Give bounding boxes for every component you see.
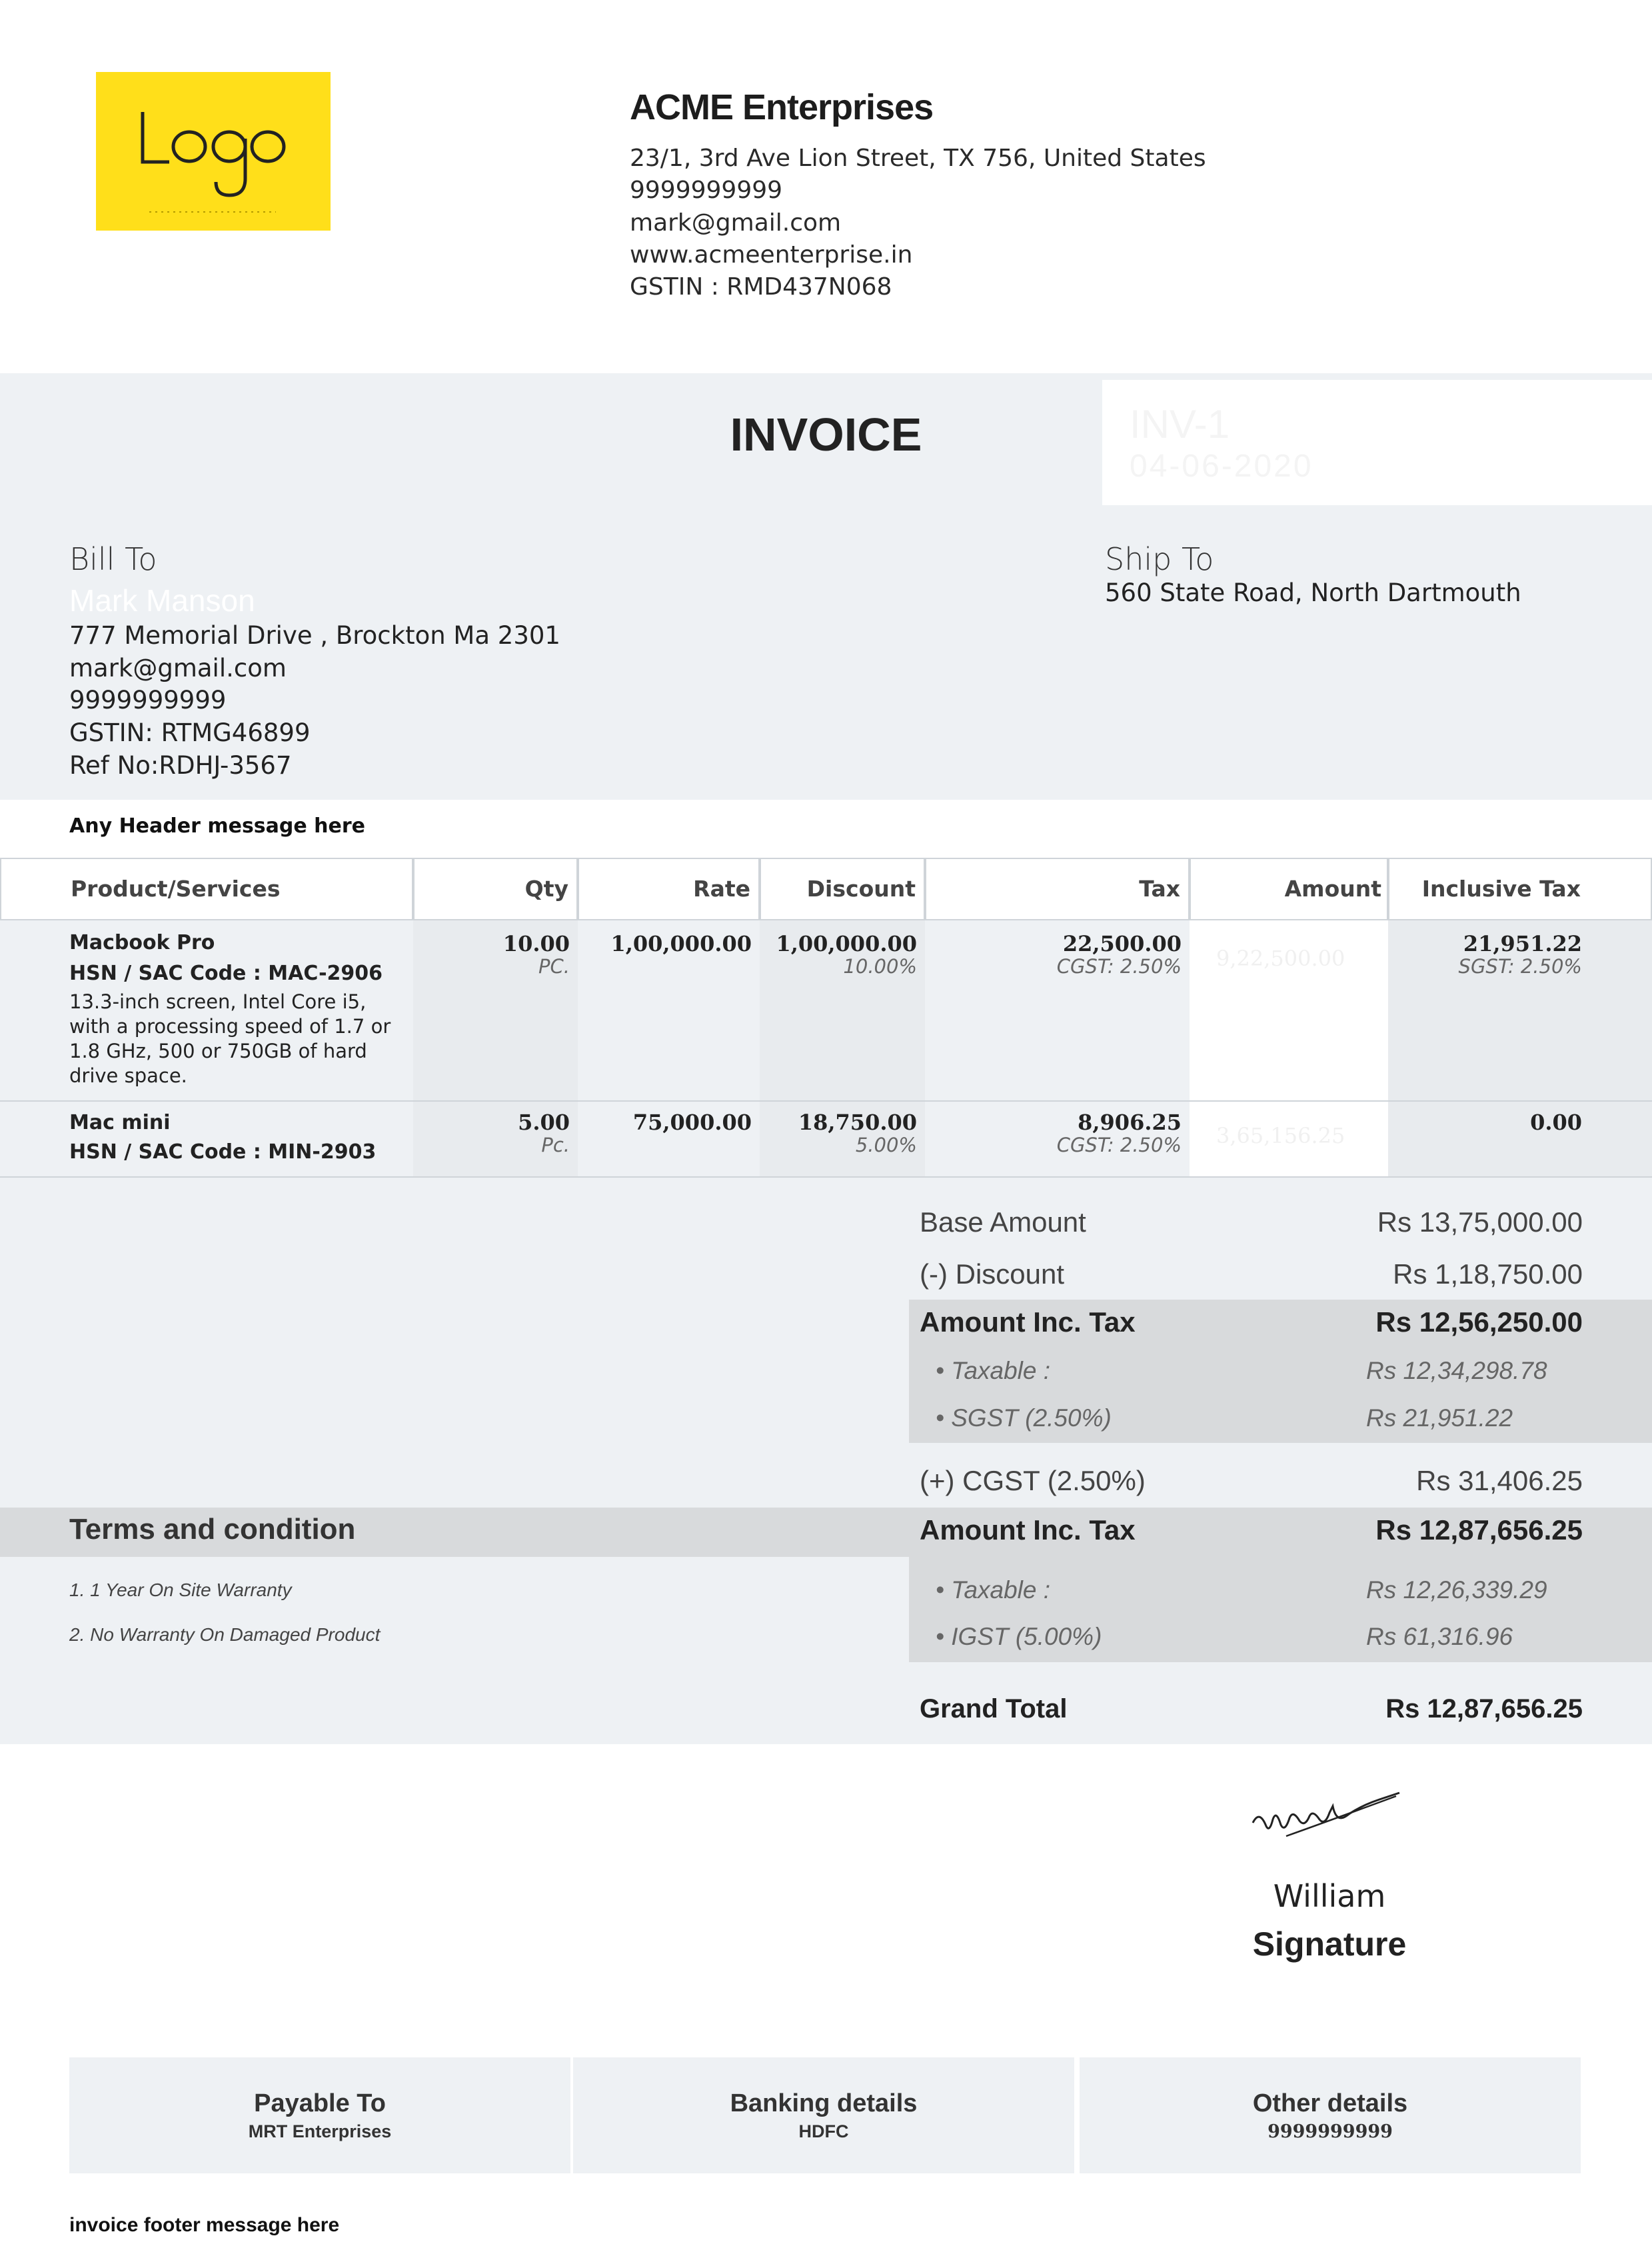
discount-percent: 5.00% <box>855 1134 917 1156</box>
company-gstin: GSTIN : RMD437N068 <box>630 273 892 301</box>
signature-icon <box>1246 1786 1406 1853</box>
signer-name: William <box>1273 1878 1386 1914</box>
base-amount-label: Base Amount <box>920 1206 1086 1238</box>
row-divider <box>0 1100 1652 1102</box>
taxable-label: • Taxable : <box>936 1576 1051 1604</box>
tax-value: 22,500.00 <box>1062 931 1182 956</box>
cgst-label: (+) CGST (2.50%) <box>920 1465 1146 1496</box>
bill-to-name: Mark Manson <box>69 583 255 618</box>
inclusive-tax-value: 0.00 <box>1530 1110 1582 1135</box>
qty-value: 10.00 <box>502 931 570 956</box>
discount-percent: 10.00% <box>843 955 917 978</box>
terms-item: 2. No Warranty On Damaged Product <box>69 1624 381 1645</box>
bill-to-address: 777 Memorial Drive , Brockton Ma 2301 <box>69 621 560 650</box>
col-header-tax: Tax <box>925 858 1190 920</box>
col-header-amount: Amount <box>1190 858 1388 920</box>
footer-message: invoice footer message here <box>69 2214 340 2236</box>
product-description: 13.3-inch screen, Intel Core i5, with a processing speed of 1.7 or 1.8 GHz, 500 or 750GB of hard drive space. <box>69 990 391 1087</box>
ship-to-title: Ship To <box>1105 541 1214 577</box>
bill-to-gstin: GSTIN: RTMG46899 <box>69 718 311 747</box>
company-name: ACME Enterprises <box>630 87 934 127</box>
bill-to-phone: 9999999999 <box>69 686 227 714</box>
company-logo <box>96 72 331 231</box>
qty-value: 5.00 <box>518 1110 570 1135</box>
col-header-inclusive-tax: Inclusive Tax <box>1388 858 1652 920</box>
banking-details-box <box>573 2057 1074 2173</box>
col-header-discount: Discount <box>760 858 925 920</box>
payable-to-title: Payable To <box>254 2089 386 2117</box>
inclusive-tax-value: 21,951.22 <box>1463 931 1582 956</box>
sgst-value: Rs 21,951.22 <box>1366 1404 1513 1432</box>
other-details-title: Other details <box>1252 2089 1408 2117</box>
company-phone: 9999999999 <box>630 177 783 204</box>
cgst-value: Rs 31,406.25 <box>1416 1465 1583 1496</box>
amount-inc-tax-value: Rs 12,56,250.00 <box>1375 1306 1583 1338</box>
igst-value: Rs 61,316.96 <box>1366 1623 1513 1650</box>
bill-to-email: mark@gmail.com <box>69 654 287 682</box>
invoice-title: INVOICE <box>730 409 922 461</box>
logo-mark-icon <box>96 72 331 231</box>
terms-title: Terms and condition <box>69 1513 356 1546</box>
payable-to-value: MRT Enterprises <box>248 2121 392 2141</box>
discount-value: Rs 1,18,750.00 <box>1393 1258 1583 1290</box>
invoice-number: INV-1 <box>1130 402 1230 447</box>
header-message: Any Header message here <box>69 814 366 838</box>
product-hsn: HSN / SAC Code : MAC-2906 <box>69 962 383 985</box>
sgst-label: • SGST (2.50%) <box>936 1404 1112 1432</box>
rate-value: 75,000.00 <box>632 1110 752 1135</box>
grand-total-value: Rs 12,87,656.25 <box>1385 1694 1583 1723</box>
bill-to-title: Bill To <box>69 541 157 577</box>
grand-total-label: Grand Total <box>920 1694 1068 1723</box>
product-name: Mac mini <box>69 1111 171 1134</box>
terms-item: 1. 1 Year On Site Warranty <box>69 1580 292 1600</box>
discount-value: 18,750.00 <box>798 1110 917 1135</box>
banking-details-title: Banking details <box>730 2089 918 2117</box>
discount-value: 1,00,000.00 <box>776 931 917 956</box>
items-table <box>0 858 1652 1178</box>
taxable-value: Rs 12,26,339.29 <box>1366 1576 1547 1604</box>
igst-label: • IGST (5.00%) <box>936 1623 1102 1650</box>
amount-value: 3,65,156.25 <box>1216 1123 1345 1148</box>
payable-to-box <box>69 2057 570 2173</box>
amount-inc-tax-label: Amount Inc. Tax <box>920 1306 1136 1338</box>
discount-label: (-) Discount <box>920 1258 1065 1290</box>
signature-label: Signature <box>1252 1925 1407 1963</box>
tax-value: 8,906.25 <box>1078 1110 1182 1135</box>
taxable-value: Rs 12,34,298.78 <box>1366 1357 1547 1384</box>
amount-inc-tax-value: Rs 12,87,656.25 <box>1375 1514 1583 1546</box>
col-header-rate: Rate <box>578 858 760 920</box>
banking-details-value: HDFC <box>798 2121 849 2141</box>
amount-value: 9,22,500.00 <box>1216 946 1345 971</box>
inclusive-tax-label: SGST: 2.50% <box>1458 955 1582 978</box>
col-header-product: Product/Services <box>0 858 413 920</box>
ship-to-address: 560 State Road, North Dartmouth <box>1105 578 1521 607</box>
amount-inc-tax-label: Amount Inc. Tax <box>920 1514 1136 1546</box>
other-details-box <box>1080 2057 1581 2173</box>
taxable-label: • Taxable : <box>936 1357 1051 1384</box>
company-email: mark@gmail.com <box>630 209 842 237</box>
tax-label: CGST: 2.50% <box>1056 955 1182 978</box>
product-name: Macbook Pro <box>69 931 215 954</box>
product-hsn: HSN / SAC Code : MIN-2903 <box>69 1140 377 1164</box>
company-address: 23/1, 3rd Ave Lion Street, TX 756, United States <box>630 145 1206 172</box>
company-website: www.acmeenterprise.in <box>630 241 913 269</box>
rate-value: 1,00,000.00 <box>610 931 752 956</box>
col-header-qty: Qty <box>413 858 578 920</box>
tax-label: CGST: 2.50% <box>1056 1134 1182 1156</box>
invoice-date: 04-06-2020 <box>1130 449 1313 484</box>
qty-unit: Pc. <box>541 1134 570 1156</box>
base-amount-value: Rs 13,75,000.00 <box>1377 1206 1583 1238</box>
other-details-value: 9999999999 <box>1267 2121 1393 2142</box>
bill-to-ref: Ref No:RDHJ-3567 <box>69 751 292 780</box>
qty-unit: PC. <box>538 955 570 978</box>
